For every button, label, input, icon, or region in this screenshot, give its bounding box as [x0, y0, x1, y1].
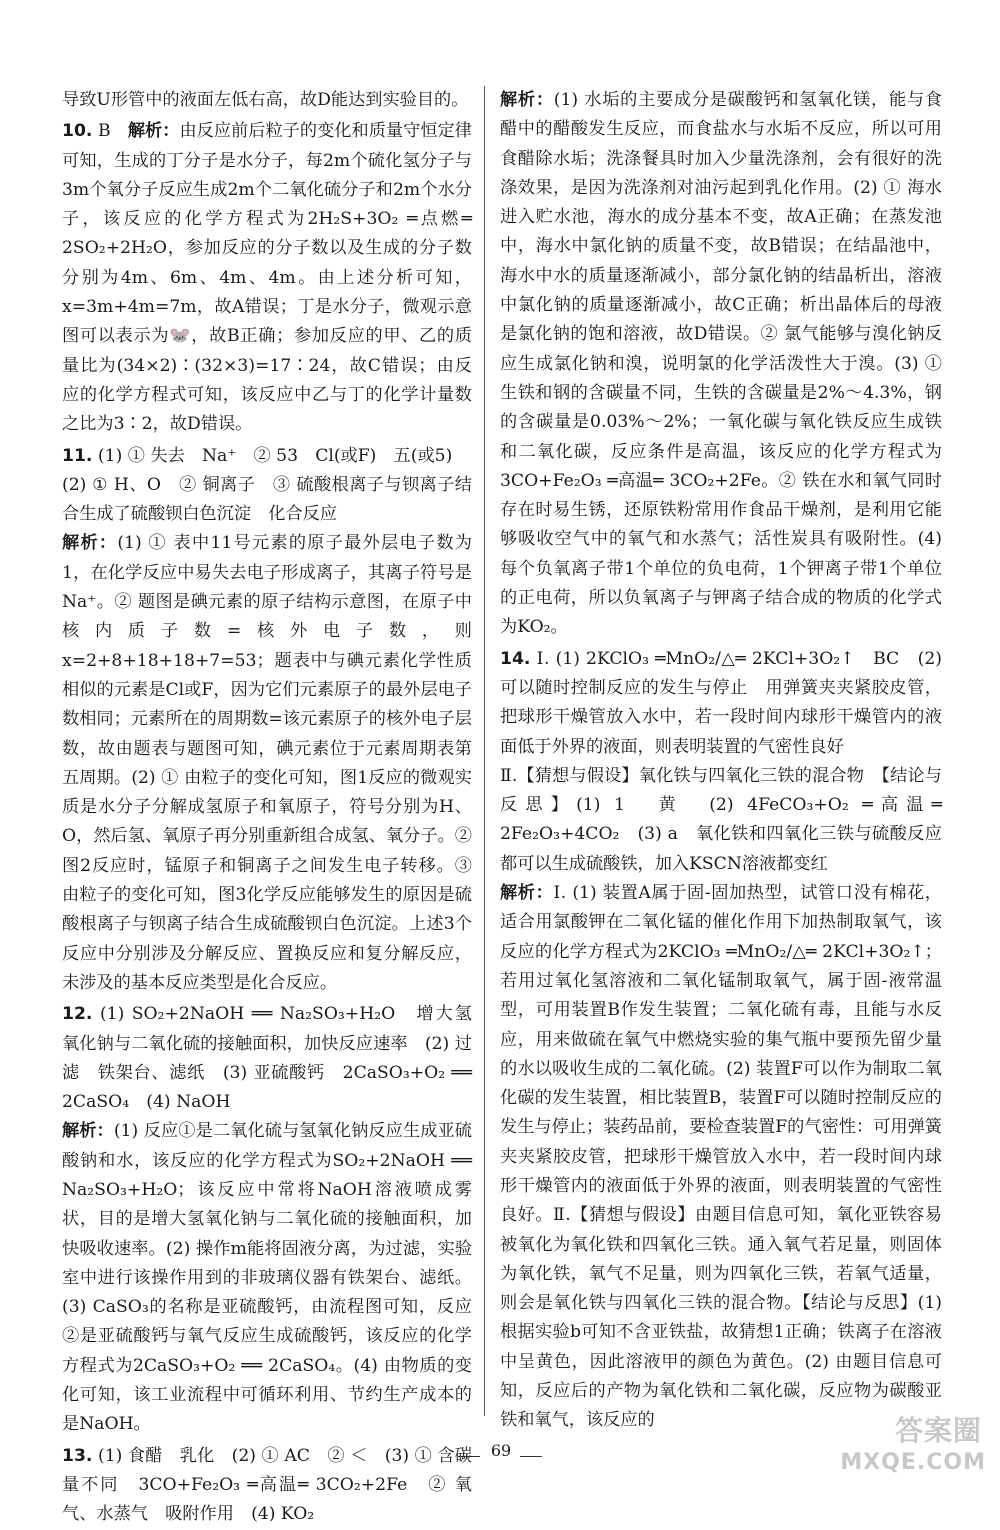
- footer-rule-left: [458, 1456, 480, 1457]
- question-number: 12.: [62, 1004, 93, 1025]
- continuation-text: 导致U形管中的液面左低右高，故D能达到实验目的。: [62, 90, 469, 110]
- answer-line-1: (1) ① 失去 Na⁺ ② 53 Cl(或F) 五(或5): [97, 445, 453, 466]
- answer-part-2: Ⅱ.【猜想与假设】氧化铁与四氧化三铁的混合物 【结论与反思】(1) 1 黄 (2) 4FeCO₃+O₂ ═高温═ 2Fe₂O₃+4CO₂ (3) a 氧化铁和四氧化三铁与硫酸反应都可以生成硫酸铁，加入KSCN溶液都变红: [500, 765, 942, 874]
- watermark-url: MXQE.COM: [840, 1450, 986, 1475]
- analysis-label: 解析：: [62, 1121, 114, 1142]
- footer-rule-right: [520, 1456, 542, 1457]
- analysis-text: (1) 反应①是二氧化硫与氢氧化钠反应生成亚硫酸钠和水，该反应的化学方程式为SO₂+2NaOH ══ Na₂SO₃+H₂O；该反应中常将NaOH溶液喷成雾状，目的是增大氢氧化钠与二氧化硫的接触面积，加快吸收速率。(2) 操作m能将固液分离，为过滤，实验室中进行该操作用到的非玻璃仪器有铁架台、滤纸。(3) CaSO₃的名称是亚硫酸钙，由流程图可知，反应②是亚硫酸钙与氧气反应生成硫酸钙，该反应的化学方程式为2CaSO₃+O₂ ══ 2CaSO₄。(4) 由物质的变化可知，该工业流程中可循环利用、节约生产成本的是NaOH。: [62, 1121, 472, 1435]
- question-14: [500, 645, 942, 1436]
- analysis-text: Ⅰ. (1) 装置A属于固-固加热型，试管口没有棉花，适合用氯酸钾在二氧化锰的催化作用下加热制取氧气，该反应的化学方程式为2KClO₃ ═MnO₂/△═ 2KCl+3O₂↑；若用过氧化氢溶液和二氧化锰制取氧气，属于固-液常温型，可用装置B作发生装置；二氧化硫有毒，且能与水反应，用来做硫在氧气中燃烧实验的集气瓶中要预先留少量的水以吸收生成的二氧化硫。(2) 装置F可以作为制取二氧化碳的发生装置，相比装置B，装置F可以随时控制反应的发生与停止；装药品前，要检查装置F的气密性：可用弹簧夹夹紧胶皮管，把球形干燥管放入水中，若一段时间内球形干燥管内的液面低于外界的液面，则表明装置的气密性良好。Ⅱ.【猜想与假设】由题目信息可知，氧化亚铁容易被氧化为氧化铁和四氧化三铁。通入氧气若足量，则固体为氧化铁，氧气不足量，则为四氧化三铁，若氧气适量，则会是氧化铁与四氧化三铁的混合物。【结论与反思】(1) 根据实验b可知不含亚铁盐，故猜想1正确；铁离子在溶液中呈黄色，因此溶液甲的颜色为黄色。(2) 由题目信息可知，反应后的产物为氧化铁和二氧化碳，反应物为碳酸亚铁和氧气，该反应的: [500, 883, 942, 1431]
- analysis-text: 由反应前后粒子的变化和质量守恒定律可知，生成的丁分子是水分子，每2m个硫化氢分子与3m个氧分子反应生成2m个二氧化硫分子和2m个水分子，该反应的化学方程式为2H₂S+3O₂ ═点燃═ 2SO₂+2H₂O，参加反应的分子数以及生成的分子数分别为4m、6m、4m、4m。由上述分析可知，x=3m+4m=7m，故A错误；丁是水分子，微观示意图可以表示为🐭，故B正确；参加反应的甲、乙的质量比为(34×2)∶(32×3)=17∶24，故C错误；由反应的化学方程式可知，该反应中乙与丁的化学计量数之比为3∶2，故D错误。: [62, 121, 472, 435]
- question-number: 10.: [62, 121, 93, 142]
- analysis-text: (1) ① 表中11号元素的原子最外层电子数为1，在化学反应中易失去电子形成离子，其离子符号是Na⁺。② 题图是碘元素的原子结构示意图，在原子中核内质子数=核外电子数，则x=2+8+18+18+7=53；题表中与碘元素化学性质相似的元素是Cl或F，因为它们元素原子的最外层电子数相同；元素所在的周期数=该元素原子的核外电子层数，故由题表与题图可知，碘元素位于元素周期表第五周期。(2) ① 由粒子的变化可知，图1反应的微观实质是水分子分解成氢原子和氧原子，符号分别为H、O，然后氢、氧原子再分别重新组合成氢、氧分子。② 图2反应时，锰原子和铜离子之间发生电子转移。③ 由粒子的变化可知，图3化学反应能够发生的原因是硫酸根离子与钡离子结合生成硫酸钡白色沉淀。上述3个反应中分别涉及分解反应、置换反应和复分解反应，未涉及的基本反应类型是化合反应。: [62, 533, 472, 993]
- question-number: 11.: [62, 445, 93, 466]
- answer-part-1: Ⅰ. (1) 2KClO₃ ═MnO₂/△═ 2KCl+3O₂↑ BC (2) 可以随时控制反应的发生与停止 用弹簧夹夹紧胶皮管，把球形干燥管放入水中，若一段时间内球形干燥管内的液面低于外界的液面，则表明装置的气密性良好: [500, 648, 943, 757]
- analysis-text: (1) 水垢的主要成分是碳酸钙和氢氧化镁，能与食醋中的醋酸发生反应，而食盐水与水垢不反应，所以可用食醋除水垢；洗涤餐具时加入少量洗涤剂，会有很好的洗涤效果，是因为洗涤剂对油污起到乳化作用。(2) ① 海水进入贮水池，海水的成分基本不变，故A正确；在蒸发池中，海水中氯化钠的质量不变，故B错误；在结晶池中，海水中水的质量逐渐减小，部分氯化钠的结晶析出，溶液中氯化钠的质量逐渐减小，故C正确；析出晶体后的母液是氯化钠的饱和溶液，故D错误。② 氯气能够与溴化钠反应生成氯化钠和溴，说明氯的化学活泼性大于溴。(3) ① 生铁和钢的含碳量不同，生铁的含碳量是2%～4.3%，钢的含碳量是0.03%～2%；一氧化碳与氧化铁反应生成铁和二氧化碳，反应条件是高温，该反应的化学方程式为3CO+Fe₂O₃ ═高温═ 3CO₂+2Fe。② 铁在水和氧气同时存在时易生锈，还原铁粉常用作食品干燥剂，是利用它能够吸收空气中的氧气和水蒸气；活性炭具有吸附性。(4) 每个负氧离子带1个单位的负电荷，1个钾离子带1个单位的正电荷，所以负氧离子与钾离子结合成的物质的化学式为KO₂。: [500, 90, 942, 638]
- analysis-label: 解析：: [500, 883, 554, 904]
- question-13: [62, 1442, 472, 1530]
- question-13-analysis: [500, 86, 942, 643]
- page-number: 69: [490, 1441, 512, 1460]
- question-number: 13.: [62, 1445, 93, 1466]
- question-11: [62, 442, 472, 999]
- question-12: [62, 1000, 472, 1439]
- analysis-label: 解析：: [62, 533, 118, 554]
- right-column: [500, 86, 942, 1441]
- question-10: [62, 117, 472, 439]
- analysis-label: 解析：: [127, 121, 180, 142]
- answer: (1) 食醋 乳化 (2) ① AC ② ＜ (3) ① 含碳量不同 3CO+Fe₂O₃ ═高温═ 3CO₂+2Fe ② 氧气、水蒸气 吸附作用 (4) KO₂: [62, 1445, 472, 1525]
- analysis-label: 解析：: [500, 90, 554, 110]
- watermark-logo: 答案圈: [894, 1414, 982, 1447]
- answer: B: [97, 121, 111, 142]
- question-number: 14.: [500, 648, 531, 669]
- watermark: [840, 1407, 990, 1477]
- left-column: [62, 86, 472, 1525]
- column-divider: [484, 86, 485, 1416]
- answer: (1) SO₂+2NaOH ══ Na₂SO₃+H₂O 增大氢氧化钠与二氧化硫的接触面积，加快反应速率 (2) 过滤 铁架台、滤纸 (3) 亚硫酸钙 2CaSO₃+O₂ ══ 2CaSO₄ (4) NaOH: [62, 1004, 472, 1113]
- answer-line-2: (2) ① H、O ② 铜离子 ③ 硫酸根离子与钡离子结合生成了硫酸钡白色沉淀 化合反应: [62, 474, 472, 525]
